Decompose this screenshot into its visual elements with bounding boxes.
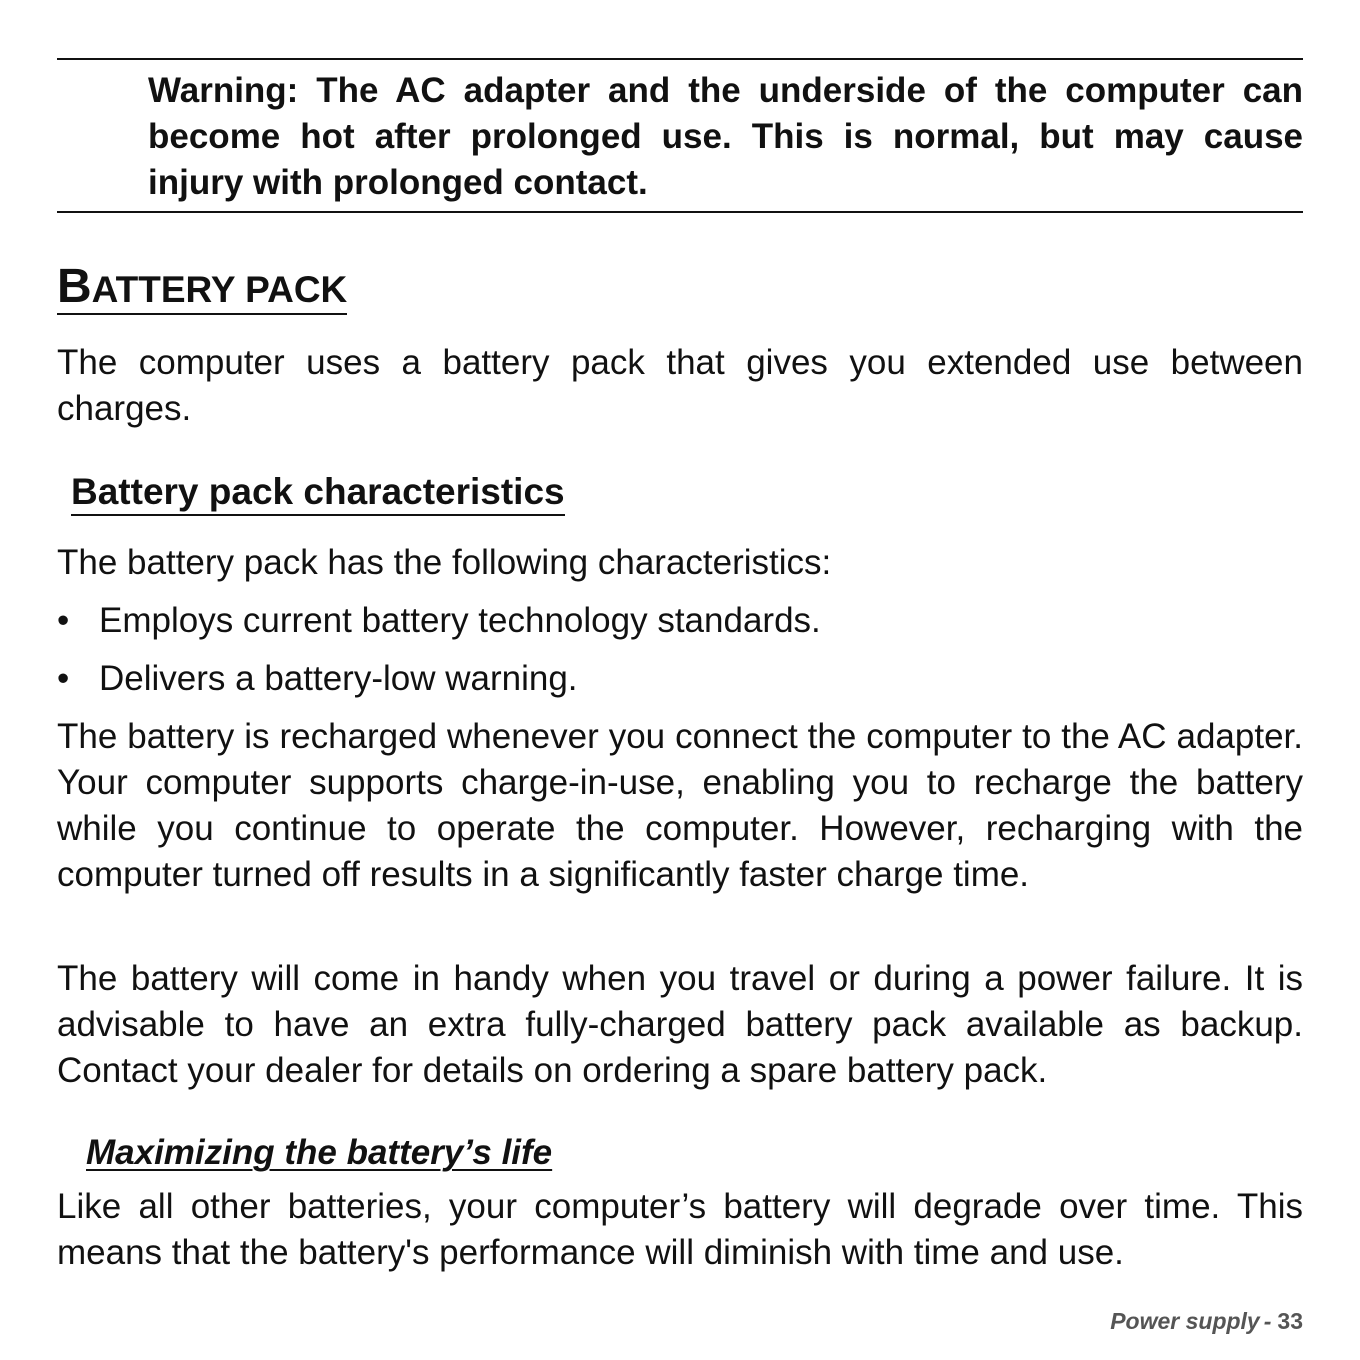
recharge-paragraph: The battery is recharged whenever you connect the computer to the AC adapter. Your computer supports charge-in-use, enabling you to recharge the battery while you continue to operate the computer. However, recharging with the computer turned off results in a significantly faster charge time. — [57, 717, 1303, 894]
footer-separator: - — [1263, 1308, 1272, 1334]
section-title — [57, 260, 348, 315]
list-item-text: Employs current battery technology standards. — [99, 601, 821, 640]
section-title-initial: B — [57, 260, 92, 313]
footer-section-label: Power supply — [1110, 1308, 1260, 1334]
characteristics-lead: The battery pack has the following characteristics: — [57, 543, 832, 582]
list-item-text: Delivers a battery-low warning. — [99, 659, 578, 698]
bullet-icon: • — [57, 659, 70, 698]
section-title-rest: ATTERY PACK — [91, 269, 348, 310]
warning-bottom-rule — [57, 211, 1303, 213]
section-intro: The computer uses a battery pack that gives you extended use between charges. — [57, 343, 1303, 428]
travel-paragraph: The battery will come in handy when you travel or during a power failure. It is advisable to have an extra fully-charged battery pack available as backup. Contact your dealer for details on ordering a spare battery pack. — [57, 959, 1303, 1090]
battery-life-heading: Maximizing the battery’s life — [86, 1133, 553, 1172]
page-footer — [1110, 1306, 1303, 1336]
page-number: 33 — [1277, 1308, 1303, 1334]
warning-top-rule — [57, 58, 1303, 60]
battery-life-paragraph: Like all other batteries, your computer’s battery will degrade over time. This means that the battery's performance will diminish with time and use. — [57, 1187, 1303, 1272]
warning-text: Warning: The AC adapter and the underside of the computer can become hot after prolonged use. This is normal, but may cause injury with prolonged contact. — [148, 71, 1303, 202]
bullet-icon: • — [57, 601, 70, 640]
characteristics-heading: Battery pack characteristics — [71, 470, 565, 516]
